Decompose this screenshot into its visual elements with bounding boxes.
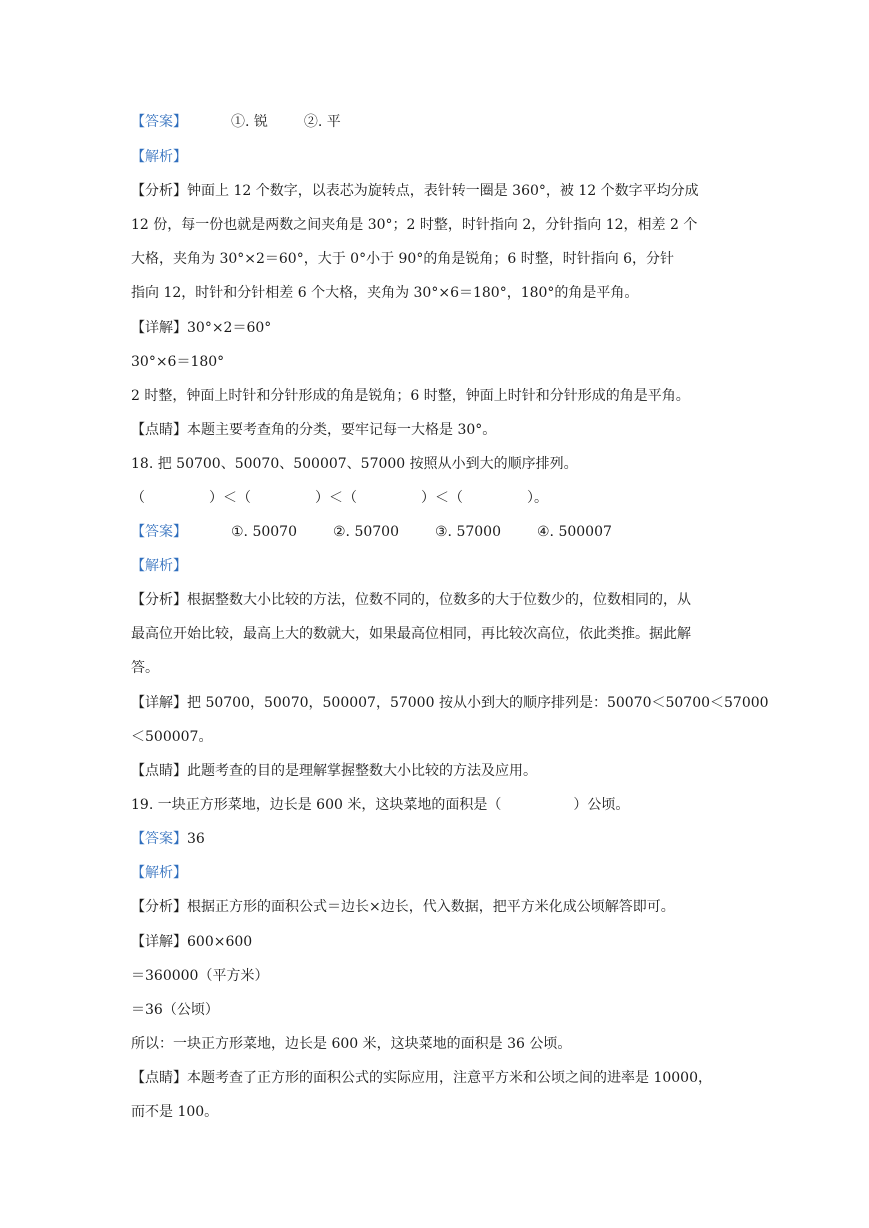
question-18: 18. 把 50700、50070、500007、57000 按照从小到大的顺序排列。	[131, 456, 578, 472]
comment-tag: 【点睛】	[131, 1070, 187, 1086]
answer-line-q19	[131, 829, 741, 849]
detail-line: 2 时整，钟面上时针和分针形成的角是锐角；6 时整，钟面上时针和分针形成的角是平角。	[131, 388, 690, 404]
answer-tag: 【答案】	[131, 524, 187, 540]
detail-line: 所以：一块正方形菜地，边长是 600 米，这块菜地的面积是 36 公顷。	[131, 1036, 572, 1052]
answer-item: ①. 锐	[231, 114, 268, 130]
detail-line: 【详解】30°×2＝60°	[131, 320, 272, 336]
analysis-paragraph-line: 【分析】钟面上 12 个数字，以表芯为旋转点，表针转一圈是 360°，被 12 个数字平均分成	[131, 183, 699, 199]
comment-line: 【点睛】本题主要考查角的分类，要牢记每一大格是 30°。	[131, 422, 497, 438]
analysis-tag: 【分析】	[131, 899, 187, 915]
answer-item: ①. 50070	[231, 524, 297, 540]
comment-line: 而不是 100。	[131, 1104, 219, 1120]
detail-tag: 【详解】	[131, 934, 187, 950]
answer-tag: 【答案】	[131, 831, 187, 847]
analysis-tag: 【分析】	[131, 592, 187, 608]
comment-line: 【点睛】本题考查了正方形的面积公式的实际应用，注意平方米和公顷之间的进率是 10000，	[131, 1070, 712, 1086]
detail-line: ＝360000（平方米）	[131, 968, 269, 984]
comment-line: 【点睛】此题考查的目的是理解掌握整数大小比较的方法及应用。	[131, 763, 537, 779]
detail-tag: 【详解】	[131, 695, 187, 711]
answer-item: ②. 50700	[333, 524, 399, 540]
analysis-paragraph-line: 最高位开始比较，最高上大的数就大，如果最高位相同，再比较次高位，依此类推。据此解	[131, 626, 691, 642]
comment-tag: 【点睛】	[131, 763, 187, 779]
analysis-paragraph-line: 答。	[131, 660, 159, 676]
comment-tag: 【点睛】	[131, 422, 187, 438]
analysis-heading: 【解析】	[131, 558, 187, 574]
answer-tag: 【答案】	[131, 114, 187, 130]
answer-line-q17	[131, 112, 741, 132]
analysis-paragraph-line: 【分析】根据正方形的面积公式＝边长×边长，代入数据，把平方米化成公顷解答即可。	[131, 899, 675, 915]
answer-line-q18	[131, 522, 741, 542]
answer-item: 36	[187, 831, 205, 847]
analysis-paragraph-line: 大格，夹角为 30°×2＝60°，大于 0°小于 90°的角是锐角；6 时整，时针指向 6，分针	[131, 251, 675, 267]
analysis-paragraph-line: 指向 12，时针和分针相差 6 个大格，夹角为 30°×6＝180°，180°的角是平角。	[131, 285, 639, 301]
question-18-blanks: （ ）＜（ ）＜（ ）＜（ ）。	[131, 490, 548, 506]
analysis-heading: 【解析】	[131, 149, 187, 165]
detail-tag: 【详解】	[131, 320, 187, 336]
detail-line: 【详解】600×600	[131, 934, 253, 950]
question-19: 19. 一块正方形菜地，边长是 600 米，这块菜地的面积是（ ）公顷。	[131, 797, 630, 813]
analysis-paragraph-line: 【分析】根据整数大小比较的方法，位数不同的，位数多的大于位数少的，位数相同的，从	[131, 592, 691, 608]
analysis-heading: 【解析】	[131, 865, 187, 881]
answer-item: ②. 平	[303, 114, 341, 130]
detail-line: 【详解】把 50700，50070，500007，57000 按从小到大的顺序排列是：50070＜50700＜57000	[131, 695, 769, 711]
answer-item: ④. 500007	[537, 524, 612, 540]
analysis-paragraph-line: 12 份，每一份也就是两数之间夹角是 30°；2 时整，时针指向 2，分针指向 12，相差 2 个	[131, 217, 698, 233]
detail-line: ＜500007。	[131, 729, 213, 745]
answer-item: ③. 57000	[435, 524, 501, 540]
analysis-tag: 【分析】	[131, 183, 187, 199]
detail-line: ＝36（公顷）	[131, 1002, 219, 1018]
detail-line: 30°×6＝180°	[131, 354, 225, 370]
